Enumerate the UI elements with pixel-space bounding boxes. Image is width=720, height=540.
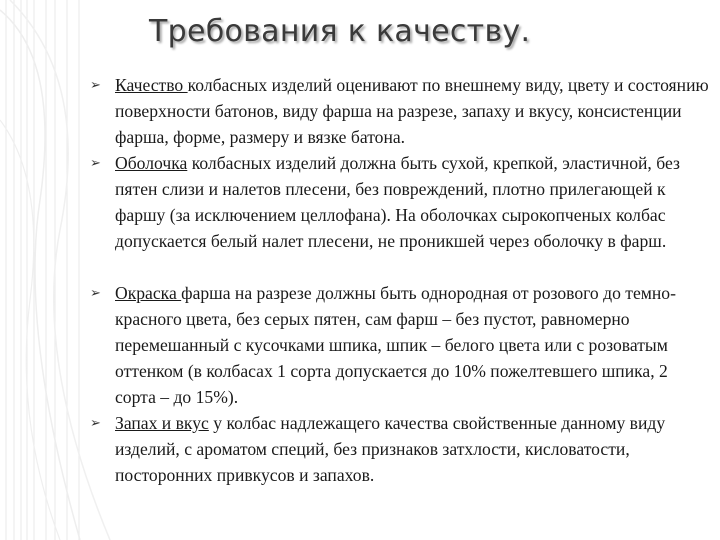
item-text: у колбас надлежащего качества свойственные данному виду изделий, с ароматом специй, без признаков затхлости, кисловатости, посторонних привкусов и запахов.: [115, 413, 666, 485]
item-text: колбасных изделий оценивают по внешнему виду, цвету и состоянию поверхности батонов, виду фарша на разрезе, запаху и вкусу, консистенции фарша, форме, размеру и вязке батона.: [115, 75, 709, 147]
list-item: [90, 150, 710, 280]
arrow-bullet-icon: ➢: [90, 155, 101, 170]
requirements-list: [90, 72, 710, 488]
item-text: колбасных изделий должна быть сухой, крепкой, эластичной, без пятен слизи и налетов плесени, без повреждений, плотно прилегающей к фаршу (за исключением целлофана). На оболочках сырокопченых колбас допускается белый налет плесени, не проникшей через оболочку в фарш.: [115, 153, 680, 251]
arrow-bullet-icon: ➢: [90, 415, 101, 430]
term-smell-taste: Запах и вкус: [115, 413, 209, 433]
list-item: [90, 410, 710, 488]
arrow-bullet-icon: ➢: [90, 77, 101, 92]
list-item: [90, 72, 710, 150]
arrow-bullet-icon: ➢: [90, 285, 101, 300]
term-color: Окраска: [115, 283, 182, 303]
slide-title: Требования к качеству.: [149, 14, 531, 49]
term-casing: Оболочка: [115, 153, 188, 173]
term-quality: Качество: [115, 75, 188, 95]
item-text: фарша на разрезе должны быть однородная от розового до темно-красного цвета, без серых пятен, сам фарш – без пустот, равномерно перемешанный с кусочками шпика, шпик – белого цвета или с розоватым оттенком (в колбасах 1 сорта допускается до 10% пожелтевшего шпика, 2 сорта – до 15%).: [115, 283, 676, 407]
list-item: [90, 280, 710, 410]
